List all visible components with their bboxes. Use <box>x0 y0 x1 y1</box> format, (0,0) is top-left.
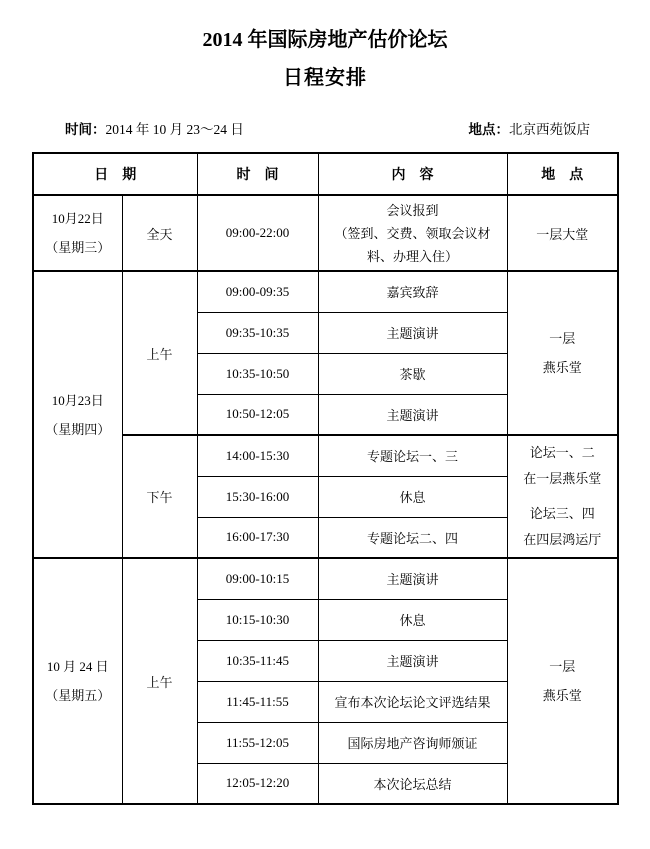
period-cell: 上午 <box>122 558 197 804</box>
text-line: 在一层燕乐堂 <box>523 471 602 486</box>
time-cell: 15:30-16:00 <box>197 476 318 517</box>
time-cell: 09:00-09:35 <box>197 271 318 312</box>
location-cell <box>507 558 618 804</box>
schedule-table <box>32 152 619 805</box>
text-line: （签到、交费、领取会议材料、办理入住） <box>334 225 491 264</box>
time-cell: 10:35-11:45 <box>197 640 318 681</box>
content-cell: 休息 <box>318 476 507 517</box>
meta-venue <box>469 120 591 139</box>
location-group <box>510 501 616 553</box>
time-cell: 10:50-12:05 <box>197 394 318 435</box>
text-line: 10月22日 <box>51 211 104 226</box>
time-cell: 11:45-11:55 <box>197 681 318 722</box>
header-date: 日 期 <box>33 153 197 195</box>
content-cell: 主题演讲 <box>318 558 507 599</box>
venue-label: 地点： <box>468 122 509 137</box>
content-cell: 专题论坛一、三 <box>318 435 507 476</box>
venue-value: 北京西苑饭店 <box>509 122 590 137</box>
text-line: 在四层鸿运厅 <box>523 532 602 547</box>
content-cell: 主题演讲 <box>318 312 507 353</box>
content-cell: 专题论坛二、四 <box>318 517 507 558</box>
header-time: 时 间 <box>197 153 318 195</box>
period-cell: 上午 <box>122 271 197 435</box>
time-cell: 10:15-10:30 <box>197 599 318 640</box>
text-line: （星期三） <box>45 240 111 255</box>
text-line: 10 月 24 日 <box>46 659 109 674</box>
content-cell: 国际房地产咨询师颁证 <box>318 722 507 763</box>
period-cell: 全天 <box>122 195 197 271</box>
page-subtitle: 日程安排 <box>283 67 367 89</box>
page-title: 2014 年国际房地产估价论坛 <box>202 29 448 51</box>
time-cell: 11:55-12:05 <box>197 722 318 763</box>
table-header-row <box>33 153 618 195</box>
table-row <box>33 558 618 599</box>
text-line: 燕乐堂 <box>542 360 582 375</box>
time-cell: 10:35-10:50 <box>197 353 318 394</box>
time-cell: 14:00-15:30 <box>197 435 318 476</box>
text-line: （星期五） <box>45 688 111 703</box>
time-cell: 12:05-12:20 <box>197 763 318 804</box>
header-content: 内 容 <box>318 153 507 195</box>
meta-time <box>65 120 244 139</box>
text-line: 10月23日 <box>51 392 104 408</box>
text-line: 一层 <box>549 331 576 346</box>
time-label: 时间： <box>65 122 106 137</box>
location-cell <box>507 271 618 435</box>
content-cell: 本次论坛总结 <box>318 763 507 804</box>
content-cell: 主题演讲 <box>318 640 507 681</box>
time-cell: 09:00-10:15 <box>197 558 318 599</box>
content-cell: 宣布本次论坛论文评选结果 <box>318 681 507 722</box>
content-cell: 嘉宾致辞 <box>318 271 507 312</box>
time-cell: 09:00-22:00 <box>197 195 318 271</box>
text-line: 论坛三、四 <box>529 506 595 521</box>
period-cell: 下午 <box>122 435 197 558</box>
table-row <box>33 271 618 312</box>
text-line: 燕乐堂 <box>542 688 582 703</box>
content-cell: 茶歇 <box>318 353 507 394</box>
time-cell: 09:35-10:35 <box>197 312 318 353</box>
location-cell: 一层大堂 <box>507 195 618 271</box>
meta-row <box>65 120 590 139</box>
table-row <box>33 195 618 271</box>
text-line: 一层 <box>549 659 576 674</box>
header-location: 地 点 <box>507 153 618 195</box>
text-line: 论坛一、二 <box>529 445 595 460</box>
text-line: 会议报到 <box>386 202 439 218</box>
time-value: 2014 年 10 月 23～24 日 <box>105 122 244 137</box>
text-line: （星期四） <box>45 421 111 437</box>
time-cell: 16:00-17:30 <box>197 517 318 558</box>
location-cell <box>507 435 618 558</box>
location-group <box>510 440 616 492</box>
date-cell <box>33 195 122 271</box>
date-cell <box>33 558 122 804</box>
content-cell: 主题演讲 <box>318 394 507 435</box>
content-cell: 休息 <box>318 599 507 640</box>
document-page <box>0 27 650 805</box>
content-cell <box>318 195 507 271</box>
date-cell <box>33 271 122 558</box>
